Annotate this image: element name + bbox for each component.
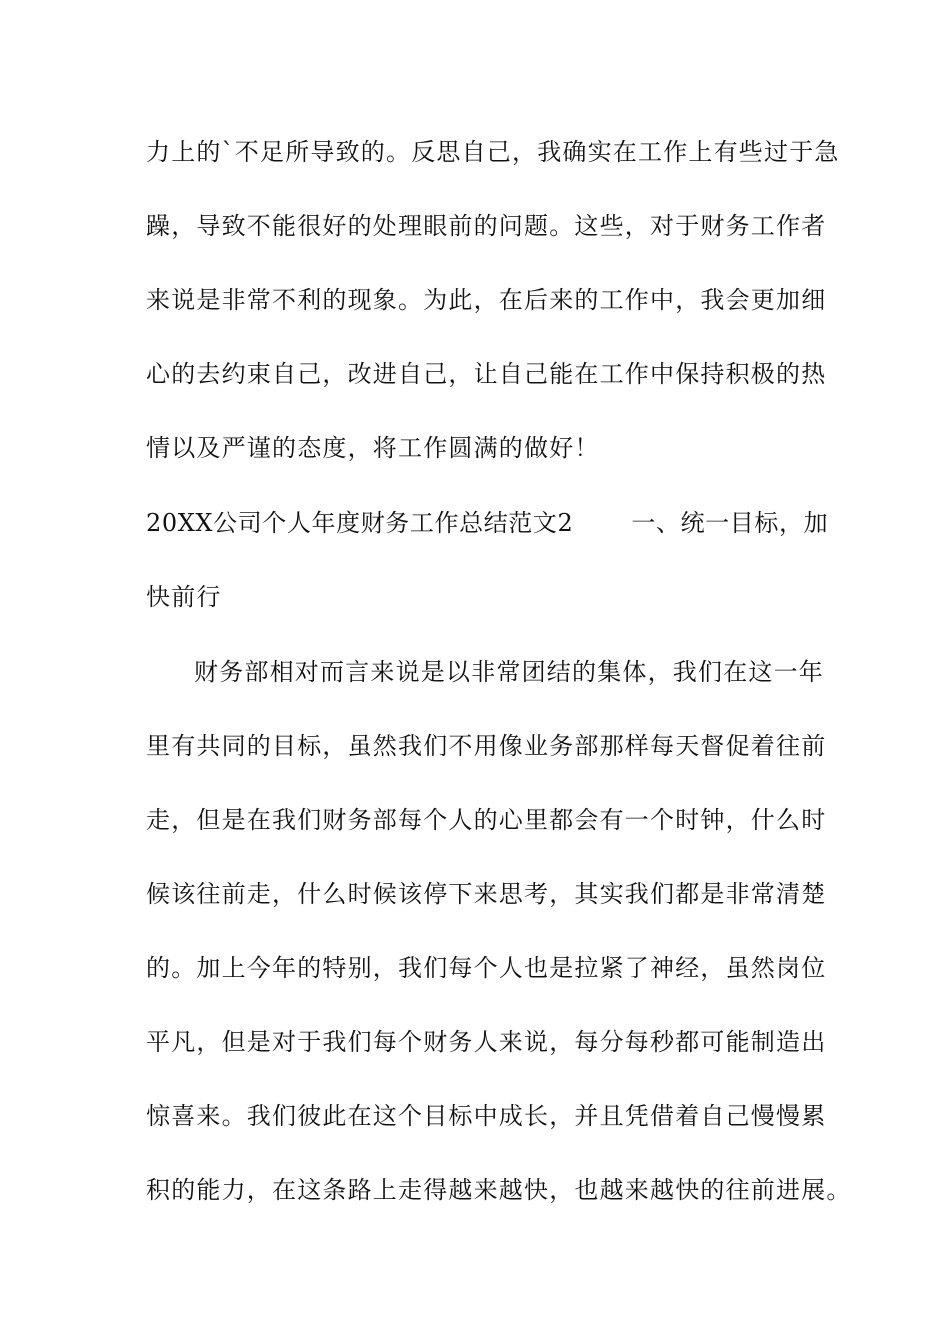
text-line: 惊喜来。我们彼此在这个目标中成长，并且凭借着自己慢慢累 bbox=[146, 1102, 827, 1130]
text-line: 力上的`不足所导致的。反思自己，我确实在工作上有些过于急 bbox=[146, 138, 840, 166]
text-line: 的。加上今年的特别，我们每个人也是拉紧了神经，虽然岗位 bbox=[146, 954, 827, 982]
section-title: 一、统一目标，加 bbox=[631, 509, 829, 537]
text-line: 情以及严谨的态度，将工作圆满的做好！ bbox=[146, 434, 600, 462]
text-line: 躁，导致不能很好的处理眼前的问题。这些，对于财务工作者 bbox=[146, 212, 827, 240]
heading-line bbox=[146, 507, 829, 539]
text-line: 走，但是在我们财务部每个人的心里都会有一个时钟，什么时 bbox=[146, 806, 827, 834]
text-line: 平凡，但是对于我们每个财务人来说，每分每秒都可能制造出 bbox=[146, 1028, 827, 1056]
text-line: 积的能力，在这条路上走得越来越快，也越来越快的往前进展。 bbox=[146, 1176, 852, 1204]
text-line: 财务部相对而言来说是以非常团结的集体，我们在这一年 bbox=[194, 658, 824, 686]
document-title: 20XX公司个人年度财务工作总结范文2 bbox=[146, 509, 574, 537]
text-line: 候该往前走，什么时候该停下来思考，其实我们都是非常清楚 bbox=[146, 880, 827, 908]
section-title-continued: 快前行 bbox=[146, 583, 222, 611]
text-line: 心的去约束自己，改进自己，让自己能在工作中保持积极的热 bbox=[146, 360, 827, 388]
text-line: 里有共同的目标，虽然我们不用像业务部那样每天督促着往前 bbox=[146, 732, 827, 760]
text-line: 来说是非常不利的现象。为此，在后来的工作中，我会更加细 bbox=[146, 286, 827, 314]
